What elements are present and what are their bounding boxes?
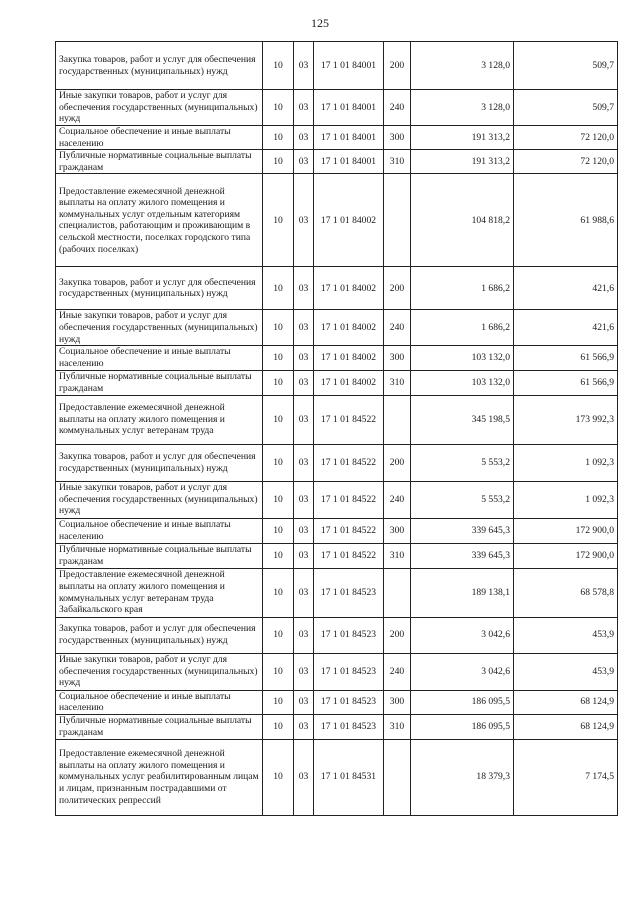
cell-target-article: 17 1 01 84001 bbox=[314, 150, 384, 174]
cell-amount-actual: 68 124,9 bbox=[514, 690, 618, 714]
cell-amount-plan: 345 198,5 bbox=[411, 395, 514, 444]
cell-subsection: 03 bbox=[294, 370, 314, 395]
cell-expense-type: 310 bbox=[384, 370, 411, 395]
cell-item-name: Предоставление ежемесячной денежной выплаты на оплату жилого помещения и коммунальных услуг ветеранам труда bbox=[56, 395, 263, 444]
table-row bbox=[56, 481, 618, 518]
cell-amount-actual: 61 566,9 bbox=[514, 346, 618, 370]
cell-item-name: Иные закупки товаров, работ и услуг для обеспечения государственных (муниципальных) нужд bbox=[56, 90, 263, 126]
cell-subsection: 03 bbox=[294, 518, 314, 543]
cell-section: 10 bbox=[263, 518, 294, 543]
cell-amount-plan: 3 042,6 bbox=[411, 617, 514, 653]
cell-subsection: 03 bbox=[294, 444, 314, 481]
cell-target-article: 17 1 01 84001 bbox=[314, 42, 384, 90]
cell-amount-actual: 1 092,3 bbox=[514, 481, 618, 518]
cell-amount-actual: 72 120,0 bbox=[514, 126, 618, 150]
cell-section: 10 bbox=[263, 568, 294, 617]
table-row bbox=[56, 543, 618, 568]
cell-item-name: Социальное обеспечение и иные выплаты населению bbox=[56, 690, 263, 714]
cell-target-article: 17 1 01 84002 bbox=[314, 370, 384, 395]
cell-amount-actual: 61 566,9 bbox=[514, 370, 618, 395]
cell-target-article: 17 1 01 84002 bbox=[314, 346, 384, 370]
table-row bbox=[56, 444, 618, 481]
cell-subsection: 03 bbox=[294, 617, 314, 653]
cell-subsection: 03 bbox=[294, 42, 314, 90]
cell-target-article: 17 1 01 84522 bbox=[314, 518, 384, 543]
cell-amount-actual: 421,6 bbox=[514, 310, 618, 346]
cell-amount-plan: 1 686,2 bbox=[411, 267, 514, 310]
cell-target-article: 17 1 01 84523 bbox=[314, 653, 384, 690]
cell-section: 10 bbox=[263, 739, 294, 815]
cell-expense-type: 310 bbox=[384, 714, 411, 739]
cell-subsection: 03 bbox=[294, 653, 314, 690]
cell-subsection: 03 bbox=[294, 126, 314, 150]
table-row bbox=[56, 370, 618, 395]
table-row bbox=[56, 42, 618, 90]
table-row bbox=[56, 126, 618, 150]
table-row bbox=[56, 690, 618, 714]
cell-amount-plan: 103 132,0 bbox=[411, 370, 514, 395]
cell-target-article: 17 1 01 84001 bbox=[314, 126, 384, 150]
cell-subsection: 03 bbox=[294, 90, 314, 126]
cell-item-name: Предоставление ежемесячной денежной выплаты на оплату жилого помещения и коммунальных услуг реабилитированным лицам и лицам, признанным пострадавшими от политических репрессий bbox=[56, 739, 263, 815]
cell-target-article: 17 1 01 84002 bbox=[314, 267, 384, 310]
cell-amount-actual: 453,9 bbox=[514, 617, 618, 653]
cell-amount-actual: 7 174,5 bbox=[514, 739, 618, 815]
cell-amount-plan: 189 138,1 bbox=[411, 568, 514, 617]
cell-section: 10 bbox=[263, 714, 294, 739]
cell-section: 10 bbox=[263, 444, 294, 481]
cell-amount-plan: 191 313,2 bbox=[411, 150, 514, 174]
cell-section: 10 bbox=[263, 150, 294, 174]
cell-expense-type: 240 bbox=[384, 481, 411, 518]
cell-amount-plan: 5 553,2 bbox=[411, 481, 514, 518]
cell-item-name: Иные закупки товаров, работ и услуг для обеспечения государственных (муниципальных) нужд bbox=[56, 481, 263, 518]
cell-expense-type bbox=[384, 395, 411, 444]
cell-expense-type: 310 bbox=[384, 543, 411, 568]
cell-expense-type bbox=[384, 739, 411, 815]
table-row bbox=[56, 310, 618, 346]
cell-subsection: 03 bbox=[294, 543, 314, 568]
cell-target-article: 17 1 01 84523 bbox=[314, 714, 384, 739]
cell-section: 10 bbox=[263, 90, 294, 126]
cell-item-name: Закупка товаров, работ и услуг для обеспечения государственных (муниципальных) нужд bbox=[56, 42, 263, 90]
cell-target-article: 17 1 01 84002 bbox=[314, 174, 384, 267]
cell-amount-plan: 1 686,2 bbox=[411, 310, 514, 346]
cell-item-name: Публичные нормативные социальные выплаты гражданам bbox=[56, 714, 263, 739]
cell-expense-type bbox=[384, 174, 411, 267]
cell-amount-actual: 172 900,0 bbox=[514, 543, 618, 568]
cell-item-name: Предоставление ежемесячной денежной выплаты на оплату жилого помещения и коммунальных услуг отдельным категориям специалистов, работающим и проживающим в сельской местности, поселках городского типа (рабочих поселках) bbox=[56, 174, 263, 267]
table-row bbox=[56, 150, 618, 174]
cell-expense-type: 200 bbox=[384, 267, 411, 310]
cell-amount-actual: 68 578,8 bbox=[514, 568, 618, 617]
cell-section: 10 bbox=[263, 481, 294, 518]
cell-section: 10 bbox=[263, 370, 294, 395]
cell-section: 10 bbox=[263, 690, 294, 714]
budget-table-body bbox=[56, 42, 618, 816]
cell-target-article: 17 1 01 84001 bbox=[314, 90, 384, 126]
cell-expense-type: 240 bbox=[384, 310, 411, 346]
cell-amount-actual: 421,6 bbox=[514, 267, 618, 310]
cell-section: 10 bbox=[263, 174, 294, 267]
cell-section: 10 bbox=[263, 543, 294, 568]
cell-amount-plan: 3 128,0 bbox=[411, 42, 514, 90]
table-row bbox=[56, 346, 618, 370]
cell-section: 10 bbox=[263, 126, 294, 150]
cell-expense-type bbox=[384, 568, 411, 617]
table-row bbox=[56, 90, 618, 126]
cell-section: 10 bbox=[263, 395, 294, 444]
cell-item-name: Публичные нормативные социальные выплаты гражданам bbox=[56, 150, 263, 174]
cell-expense-type: 300 bbox=[384, 518, 411, 543]
cell-target-article: 17 1 01 84523 bbox=[314, 617, 384, 653]
cell-expense-type: 300 bbox=[384, 126, 411, 150]
cell-amount-plan: 104 818,2 bbox=[411, 174, 514, 267]
cell-subsection: 03 bbox=[294, 310, 314, 346]
table-row bbox=[56, 739, 618, 815]
cell-amount-actual: 509,7 bbox=[514, 90, 618, 126]
page-number: 125 bbox=[311, 16, 329, 30]
cell-subsection: 03 bbox=[294, 346, 314, 370]
cell-amount-plan: 186 095,5 bbox=[411, 714, 514, 739]
cell-item-name: Иные закупки товаров, работ и услуг для обеспечения государственных (муниципальных) нужд bbox=[56, 310, 263, 346]
cell-expense-type: 200 bbox=[384, 42, 411, 90]
cell-item-name: Социальное обеспечение и иные выплаты населению bbox=[56, 126, 263, 150]
cell-subsection: 03 bbox=[294, 714, 314, 739]
cell-amount-actual: 173 992,3 bbox=[514, 395, 618, 444]
cell-item-name: Закупка товаров, работ и услуг для обеспечения государственных (муниципальных) нужд bbox=[56, 617, 263, 653]
cell-item-name: Закупка товаров, работ и услуг для обеспечения государственных (муниципальных) нужд bbox=[56, 444, 263, 481]
cell-section: 10 bbox=[263, 653, 294, 690]
cell-amount-plan: 191 313,2 bbox=[411, 126, 514, 150]
cell-amount-plan: 339 645,3 bbox=[411, 543, 514, 568]
cell-subsection: 03 bbox=[294, 739, 314, 815]
table-row bbox=[56, 174, 618, 267]
cell-section: 10 bbox=[263, 346, 294, 370]
cell-expense-type: 240 bbox=[384, 653, 411, 690]
cell-section: 10 bbox=[263, 42, 294, 90]
cell-amount-plan: 3 042,6 bbox=[411, 653, 514, 690]
cell-expense-type: 310 bbox=[384, 150, 411, 174]
cell-item-name: Закупка товаров, работ и услуг для обеспечения государственных (муниципальных) нужд bbox=[56, 267, 263, 310]
cell-target-article: 17 1 01 84523 bbox=[314, 568, 384, 617]
cell-subsection: 03 bbox=[294, 481, 314, 518]
cell-expense-type: 300 bbox=[384, 690, 411, 714]
cell-amount-actual: 61 988,6 bbox=[514, 174, 618, 267]
cell-target-article: 17 1 01 84523 bbox=[314, 690, 384, 714]
cell-item-name: Публичные нормативные социальные выплаты гражданам bbox=[56, 543, 263, 568]
table-row bbox=[56, 714, 618, 739]
cell-section: 10 bbox=[263, 310, 294, 346]
cell-amount-actual: 509,7 bbox=[514, 42, 618, 90]
cell-target-article: 17 1 01 84522 bbox=[314, 481, 384, 518]
cell-amount-actual: 453,9 bbox=[514, 653, 618, 690]
cell-target-article: 17 1 01 84522 bbox=[314, 543, 384, 568]
table-row bbox=[56, 267, 618, 310]
cell-target-article: 17 1 01 84531 bbox=[314, 739, 384, 815]
cell-amount-plan: 186 095,5 bbox=[411, 690, 514, 714]
cell-item-name: Иные закупки товаров, работ и услуг для обеспечения государственных (муниципальных) нужд bbox=[56, 653, 263, 690]
cell-subsection: 03 bbox=[294, 150, 314, 174]
cell-amount-actual: 72 120,0 bbox=[514, 150, 618, 174]
cell-item-name: Публичные нормативные социальные выплаты гражданам bbox=[56, 370, 263, 395]
cell-amount-actual: 1 092,3 bbox=[514, 444, 618, 481]
cell-amount-plan: 103 132,0 bbox=[411, 346, 514, 370]
cell-subsection: 03 bbox=[294, 174, 314, 267]
cell-target-article: 17 1 01 84002 bbox=[314, 310, 384, 346]
cell-subsection: 03 bbox=[294, 690, 314, 714]
cell-target-article: 17 1 01 84522 bbox=[314, 444, 384, 481]
cell-subsection: 03 bbox=[294, 568, 314, 617]
table-row bbox=[56, 653, 618, 690]
table-row bbox=[56, 395, 618, 444]
table-row bbox=[56, 518, 618, 543]
cell-amount-plan: 18 379,3 bbox=[411, 739, 514, 815]
budget-table bbox=[55, 41, 618, 816]
cell-amount-actual: 172 900,0 bbox=[514, 518, 618, 543]
cell-subsection: 03 bbox=[294, 267, 314, 310]
table-row bbox=[56, 568, 618, 617]
cell-amount-plan: 3 128,0 bbox=[411, 90, 514, 126]
cell-item-name: Социальное обеспечение и иные выплаты населению bbox=[56, 346, 263, 370]
cell-section: 10 bbox=[263, 267, 294, 310]
cell-amount-plan: 5 553,2 bbox=[411, 444, 514, 481]
cell-item-name: Предоставление ежемесячной денежной выплаты на оплату жилого помещения и коммунальных услуг ветеранам труда Забайкальского края bbox=[56, 568, 263, 617]
cell-expense-type: 240 bbox=[384, 90, 411, 126]
cell-amount-plan: 339 645,3 bbox=[411, 518, 514, 543]
table-row bbox=[56, 617, 618, 653]
cell-item-name: Социальное обеспечение и иные выплаты населению bbox=[56, 518, 263, 543]
cell-expense-type: 300 bbox=[384, 346, 411, 370]
cell-target-article: 17 1 01 84522 bbox=[314, 395, 384, 444]
cell-amount-actual: 68 124,9 bbox=[514, 714, 618, 739]
cell-section: 10 bbox=[263, 617, 294, 653]
cell-subsection: 03 bbox=[294, 395, 314, 444]
cell-expense-type: 200 bbox=[384, 617, 411, 653]
cell-expense-type: 200 bbox=[384, 444, 411, 481]
